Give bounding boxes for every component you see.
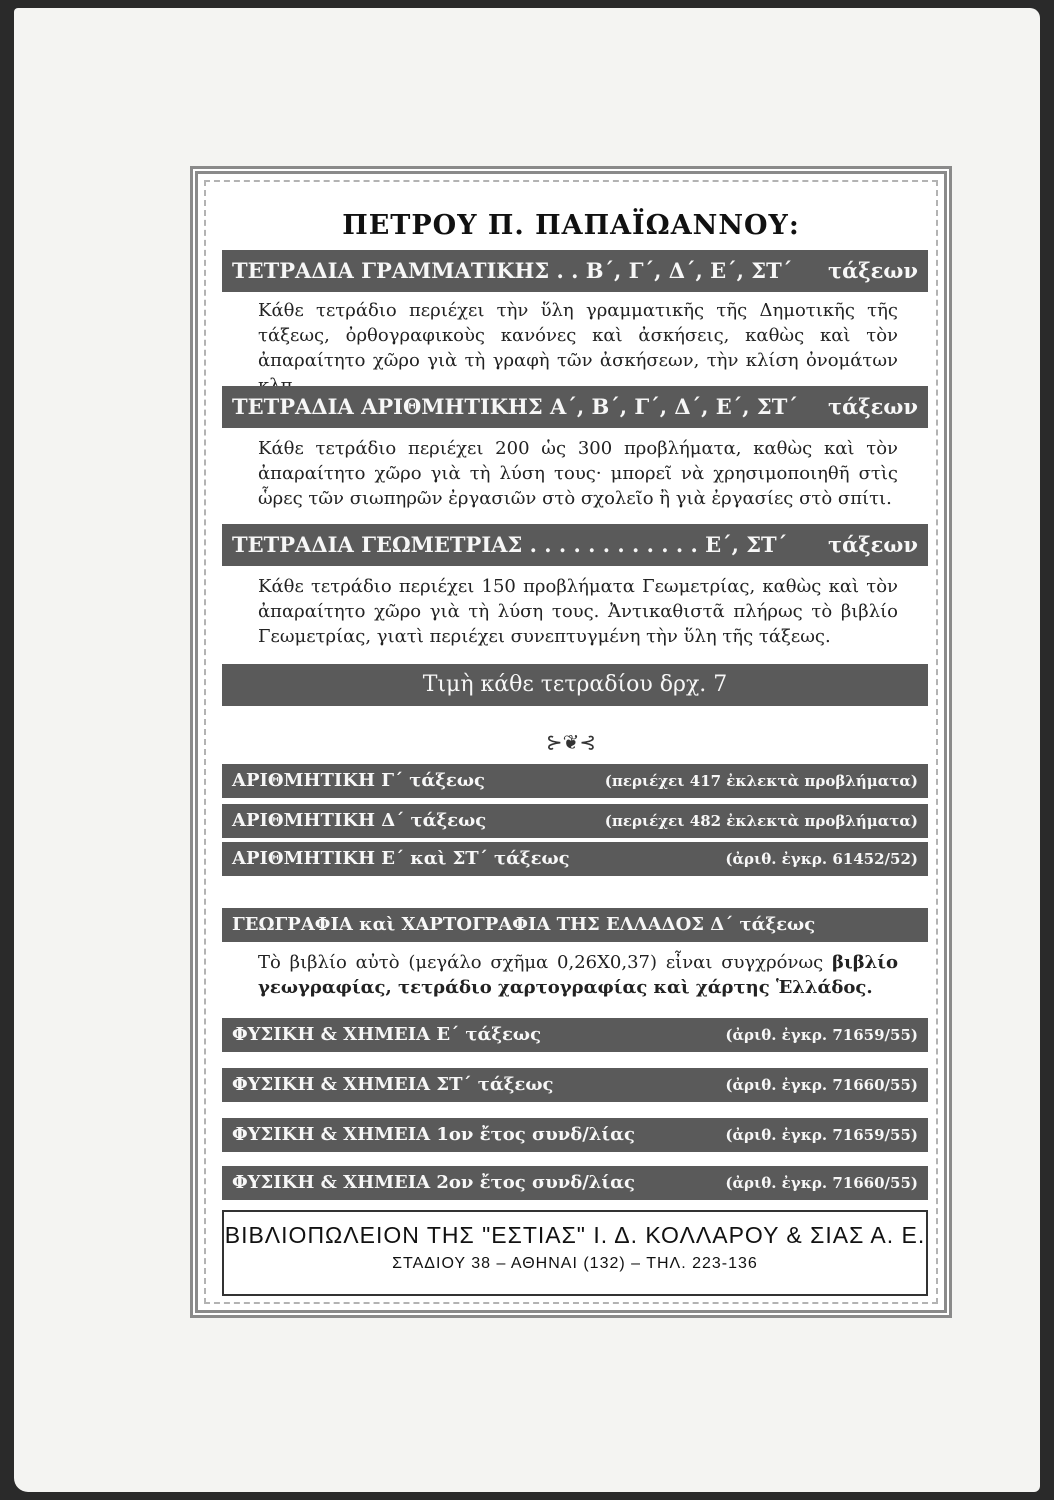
arithmetic-notebooks-description: Κάθε τετράδιο περιέχει 200 ὡς 300 προβλήματα, καθὼς καὶ τὸν ἀπαραίτητο χῶρο γιὰ τὴ λύση τους· μπορεῖ νὰ χρησιμοποιηθῆ στὶς ὧρες τῶν σιωπηρῶν ἐργασιῶν στὸ σχολεῖο ἢ γιὰ ἐργασίες στὸ σπίτι. — [258, 438, 898, 509]
book-row — [222, 1118, 928, 1152]
back-cover-page — [14, 8, 1040, 1492]
geometry-notebooks-bar — [222, 524, 928, 566]
book-title: ΦΥΣΙΚΗ & ΧΗΜΕΙΑ 2ον ἔτος συνδ/λίας — [232, 1172, 635, 1193]
publisher-box — [222, 1210, 928, 1296]
book-note: (περιέχει 417 ἐκλεκτὰ προβλήματα) — [604, 772, 918, 790]
bar-left-text: ΤΕΤΡΑΔΙΑ ΑΡΙΘΜΗΤΙΚΗΣ Α΄, Β΄, Γ΄, Δ΄, Ε΄, ΣΤ΄ — [232, 394, 798, 419]
book-note: (ἀριθ. ἐγκρ. 71659/55) — [725, 1126, 918, 1144]
book-row — [222, 764, 928, 798]
book-row — [222, 1068, 928, 1102]
book-title: ΦΥΣΙΚΗ & ΧΗΜΕΙΑ ΣΤ΄ τάξεως — [232, 1074, 554, 1095]
book-title: ΑΡΙΘΜΗΤΙΚΗ Ε΄ καὶ ΣΤ΄ τάξεως — [232, 848, 570, 869]
book-row — [222, 842, 928, 876]
book-row — [222, 1018, 928, 1052]
book-title: ΑΡΙΘΜΗΤΙΚΗ Δ΄ τάξεως — [232, 810, 487, 831]
geography-text-bold: βιβλίο γεωγραφίας, τετράδιο χαρτογραφίας καὶ χάρτης Ἑλλάδος. — [258, 952, 898, 998]
book-title: ΑΡΙΘΜΗΤΙΚΗ Γ΄ τάξεως — [232, 770, 485, 791]
book-note: (ἀριθ. ἐγκρ. 71660/55) — [725, 1174, 918, 1192]
geography-title: ΓΕΩΓΡΑΦΙΑ καὶ ΧΑΡΤΟΓΡΑΦΙΑ ΤΗΣ ΕΛΛΑΔΟΣ Δ΄ τάξεως — [232, 914, 816, 935]
book-title: ΦΥΣΙΚΗ & ΧΗΜΕΙΑ Ε΄ τάξεως — [232, 1024, 542, 1045]
geography-description — [258, 950, 898, 1000]
bar-right-text: τάξεων — [827, 532, 918, 557]
book-note: (ἀριθ. ἐγκρ. 61452/52) — [725, 850, 918, 868]
greek-key-frame — [190, 166, 952, 1318]
divider-ornament: ⊱❦⊰ — [545, 730, 597, 754]
book-note: (ἀριθ. ἐγκρ. 71660/55) — [725, 1076, 918, 1094]
bar-right-text: τάξεων — [827, 394, 918, 419]
book-row — [222, 1166, 928, 1200]
arithmetic-notebooks-bar — [222, 386, 928, 428]
geometry-notebooks-description: Κάθε τετράδιο περιέχει 150 προβλήματα Γεωμετρίας, καθὼς καὶ τὸν ἀπαραίτητο χῶρο γιὰ τὴ λύση τους. Ἀντικαθιστᾶ πλήρως τὸ βιβλίο Γεωμετρίας, γιατὶ περιέχει συνεπτυγμένη τὴν ὕλη τῆς τάξεως. — [258, 576, 898, 647]
grammar-notebooks-description: Κάθε τετράδιο περιέχει τὴν ὕλη γραμματικῆς τῆς Δημοτικῆς τῆς τάξεως, ὀρθογραφικοὺς κανόνες καὶ ἀσκήσεις, καθὼς καὶ τὸν ἀπαραίτητο χῶρο γιὰ τὴ γραφὴ τῶν ἀσκήσεων, τὴν κλίση ὀνομάτων — [258, 300, 898, 371]
publisher-address: ΣΤΑΔΙΟΥ 38 – ΑΘΗΝΑΙ (132) – ΤΗΛ. 223-136 — [392, 1255, 758, 1272]
book-note: (ἀριθ. ἐγκρ. 71659/55) — [725, 1026, 918, 1044]
publisher-name: ΒΙΒΛΙΟΠΩΛΕΙΟΝ ΤΗΣ "ΕΣΤΙΑΣ" Ι. Δ. ΚΟΛΛΑΡΟΥ & ΣΙΑΣ Α. Ε. — [224, 1222, 926, 1248]
bar-left-text: ΤΕΤΡΑΔΙΑ ΓΕΩΜΕΤΡΙΑΣ . . . . . . . . . . . . Ε΄, ΣΤ΄ — [232, 532, 788, 557]
book-title: ΦΥΣΙΚΗ & ΧΗΜΕΙΑ 1ον ἔτος συνδ/λίας — [232, 1124, 635, 1145]
advertisement-content — [198, 174, 944, 1310]
geography-text-plain: Τὸ βιβλίο αὐτὸ (μεγάλο σχῆμα 0,26Χ0,37) εἶναι συγχρόνως — [258, 952, 824, 973]
price-text: Τιμὴ κάθε τετραδίου δρχ. 7 — [422, 672, 728, 697]
price-bar — [222, 664, 928, 706]
grammar-notebooks-bar — [222, 250, 928, 292]
book-note: (περιέχει 482 ἐκλεκτὰ προβλήματα) — [604, 812, 918, 830]
bar-right-text: τάξεων — [827, 258, 918, 283]
bar-left-text: ΤΕΤΡΑΔΙΑ ΓΡΑΜΜΑΤΙΚΗΣ . . Β΄, Γ΄, Δ΄, Ε΄, ΣΤ΄ — [232, 258, 793, 283]
geography-bar — [222, 908, 928, 942]
book-row — [222, 804, 928, 838]
author-title: ΠΕΤΡΟΥ Π. ΠΑΠΑΪΩΑΝΝΟΥ: — [342, 210, 800, 241]
